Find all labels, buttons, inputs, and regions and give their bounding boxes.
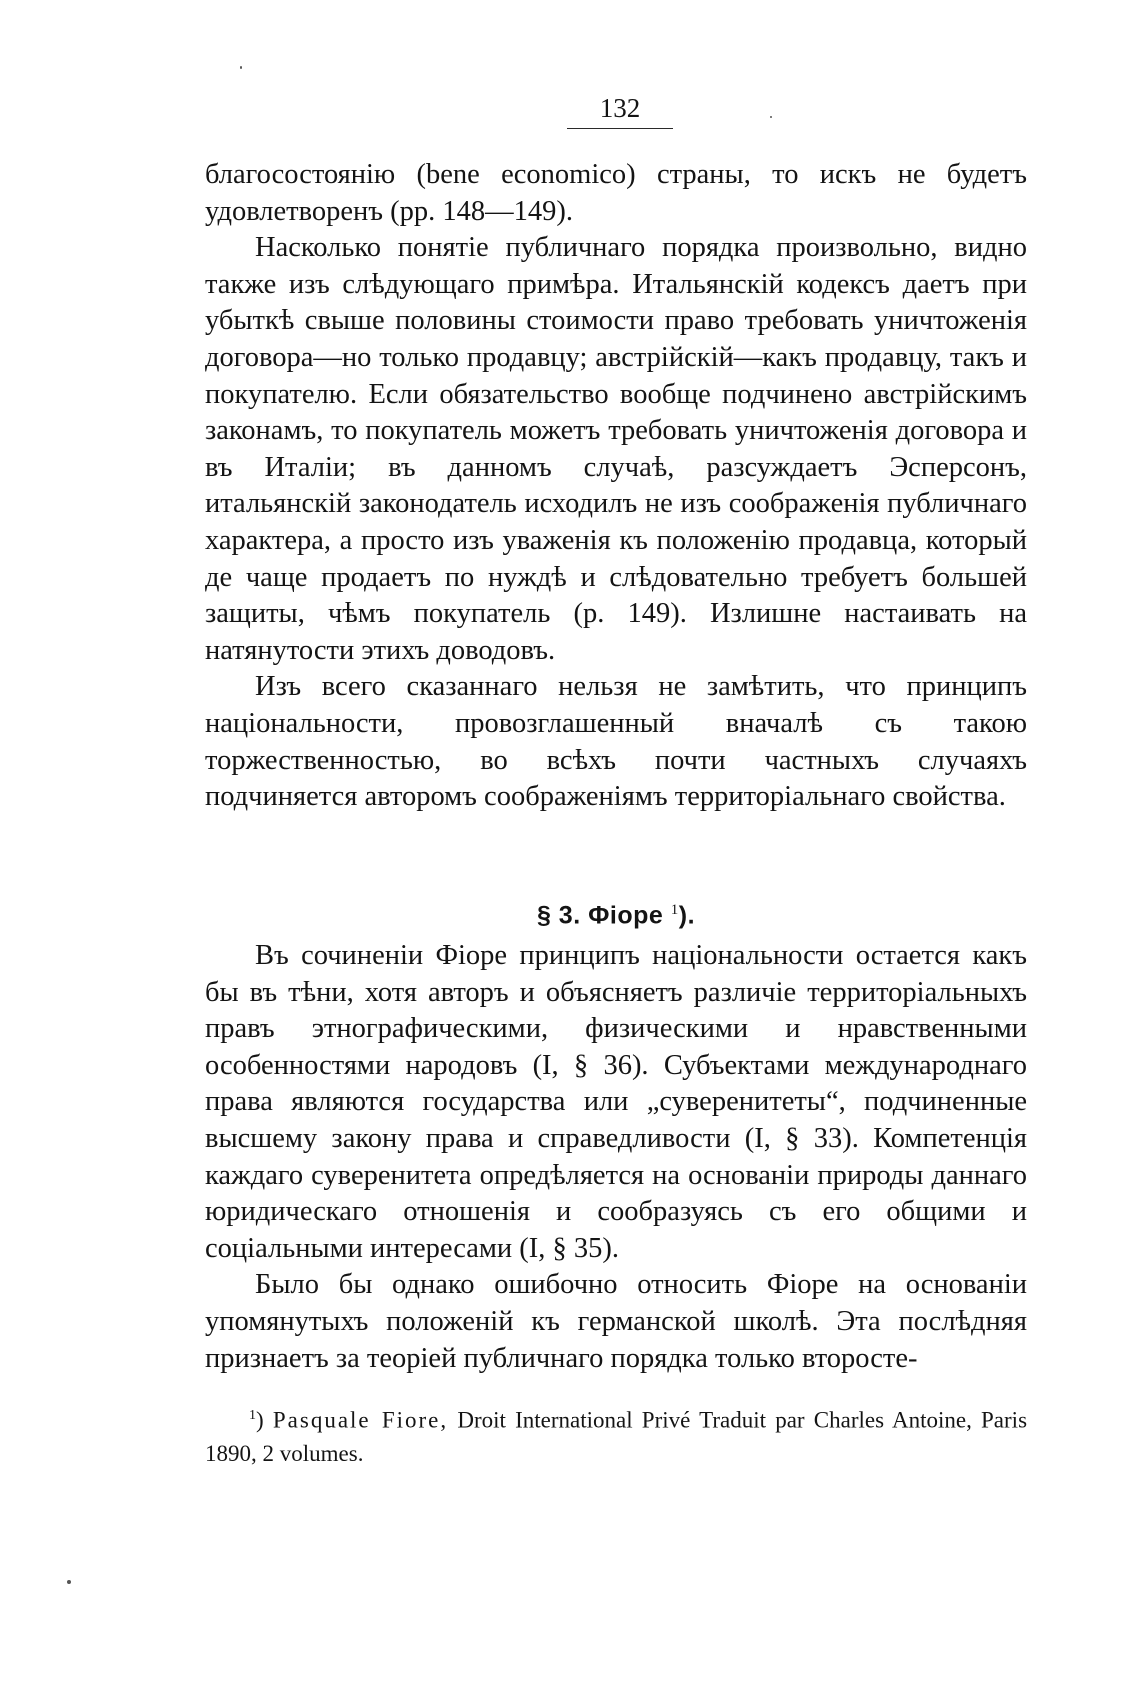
paragraph-fiore: Въ сочиненіи Фіоре принципъ національности остается какъ бы въ тѣни, хотя авторъ и объясняетъ различіе территоріальныхъ правъ этнографическими, физическими и нравственными особенностями народовъ (I, § 36). Субъектами международнаго права являются государства или „суверенитеты“, подчиненные высшему закону права и справедливости (I, § 33). Компетенція каждаго суверенитета опредѣляется на основаніи природы даннаго юридическаго отношенія и сообразуясь съ его общими и соціальными интересами (I, § 35).	[205, 940, 1027, 1264]
footnote-body: Droit International Privé Traduit par Charles Antoine, Paris 1890, 2 volumes.	[205, 1407, 1028, 1466]
text-block-bottom	[205, 938, 1027, 1377]
section-heading-closing: ).	[678, 901, 696, 930]
page-number-rule	[567, 128, 673, 129]
footnote	[205, 1399, 1027, 1470]
section-footnote-marker: 1	[670, 902, 679, 918]
paragraph-conclusion: Изъ всего сказаннаго нельзя не замѣтить, что принципъ національности, провозглашенный вначалѣ съ такою торжественностью, во всѣхъ почти частныхъ случаяхъ подчиняется авторомъ соображеніямъ территоріальнаго свойства.	[205, 671, 1027, 813]
paragraph-german-school: Было бы однако ошибочно относить Фіоре на основаніи упомянутыхъ положеній къ германской школѣ. Эта послѣдняя признаетъ за теоріей публичнаго порядка только второсте-	[205, 1269, 1027, 1374]
footnote-marker-close: )	[256, 1407, 264, 1433]
section-heading-text: § 3. Фіоре	[536, 901, 664, 930]
scan-speck	[67, 1580, 71, 1584]
scan-speck	[240, 66, 242, 69]
paragraph-continued: благосостоянію (bene economico) страны, то искъ не будетъ удовлетворенъ (pp. 148—149).	[205, 159, 1027, 227]
text-block-top	[205, 157, 1027, 816]
footnote-author: Pasquale Fiore,	[272, 1407, 449, 1433]
paragraph-public-order: Насколько понятіе публичнаго порядка произвольно, видно также изъ слѣдующаго примѣра. Итальянскій кодексъ даетъ при убыткѣ свыше половины стоимости право требовать уничтоженія договора—но только продавцу; австрійскій—какъ продавцу, такъ и покупателю. Если обязательство вообще подчинено австрійскимъ законамъ, то покупатель можетъ требовать уничтоженія договора и въ Италіи; въ данномъ случаѣ, разсуждаетъ Эсперсонъ, итальянскій законодатель исходилъ не изъ соображенія публичнаго характера, а просто изъ уваженія къ положенію продавца, который де чаще продаетъ по нуждѣ и слѣдовательно требуетъ большей защиты, чѣмъ покупатель (p. 149). Излишне настаивать на натянутости этихъ доводовъ.	[205, 232, 1027, 666]
footnote-text	[205, 1399, 1027, 1470]
page-number: 132	[599, 93, 641, 123]
footnote-marker: 1	[249, 1408, 256, 1423]
section-heading	[205, 893, 1027, 932]
scan-speck	[770, 116, 772, 118]
